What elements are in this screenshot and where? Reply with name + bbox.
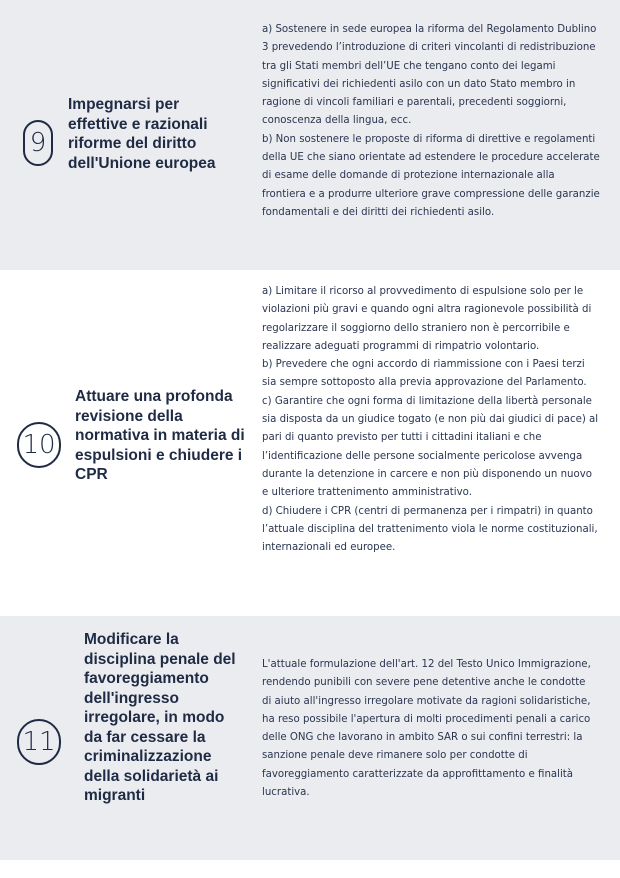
- section-text: L'attuale formulazione dell'art. 12 del Testo Unico Immigrazione, rendendo punibili con severe pene detentive anche le condotte di aiuto all'ingresso irregolare motivate da ragioni solidaristiche, ha reso possibile l'apertura di molti procedimenti penali a carico delle ONG che lavorano in ambito SAR o sui confini terrestri: la sanzione penale deve rimanere solo per condotte di favoreggiamento caratterizzate da approfittamento e finalità lucrativa.: [262, 659, 591, 799]
- section-number: 11: [22, 727, 56, 757]
- section-number-badge: [23, 120, 53, 166]
- section-number-badge: [17, 422, 61, 468]
- section-9: [0, 0, 620, 270]
- section-title: Impegnarsi per effettive e razionali riforme del diritto dell'Unione europea: [68, 96, 216, 172]
- section-10: [0, 270, 620, 616]
- section-text: a) Limitare il ricorso al provvedimento di espulsione solo per le violazioni più gravi e quando ogni altra ragionevole possibilità di regolarizzare il soggiorno dello straniero non è percorribile e realizzare adeguati programmi di rimpatrio volontario. b) Prevedere che ogni accordo di riammissione con i Paesi terzi sia sempre sottoposto alla previa approvazione del Parlamento. c) Garantire che ogni forma di limitazione della libertà personale sia disposta da un giudice togato (e non più dai giudici di pace) al pari di quanto previsto per tutti i cittadini italiani e che l’identificazione delle persone socialmente pericolose avvenga durante la detenzione in carcere e non più disponendo un nuovo e ulteriore trattenimento amministrativo. d) Chiudere i CPR (centri di permanenza per i rimpatri) in quanto l’attuale disciplina del trattenimento viola le norme costituzionali, internazionali ed europee.: [262, 286, 599, 554]
- section-title: Attuare una profonda revisione della normativa in materia di espulsioni e chiudere i CPR: [75, 388, 245, 483]
- section-number-badge: [17, 719, 61, 765]
- section-number: 10: [22, 430, 56, 460]
- section-11: [0, 616, 620, 860]
- section-text: a) Sostenere in sede europea la riforma del Regolamento Dublino 3 prevedendo l’introduzione di criteri vincolanti di redistribuzione tra gli Stati membri dell’UE che tengano conto dei legami significativi dei richiedenti asilo con un dato Stato membro in ragione di vincoli familiari e parentali, precedenti soggiorni, conoscenza della lingua, ecc. b) Non sostenere le proposte di riforma di direttive e regolamenti della UE che siano orientate ad estendere le procedure accelerate di esame delle domande di protezione internazionale alla frontiera e a produrre ulteriore grave compressione delle garanzie fondamentali e dei diritti dei richiedenti asilo.: [262, 24, 600, 218]
- section-number: 9: [29, 128, 47, 158]
- section-title: Modificare la disciplina penale del favoreggiamento dell'ingresso irregolare, in modo da far cessare la criminalizzazione della solidarietà ai migranti: [84, 631, 236, 804]
